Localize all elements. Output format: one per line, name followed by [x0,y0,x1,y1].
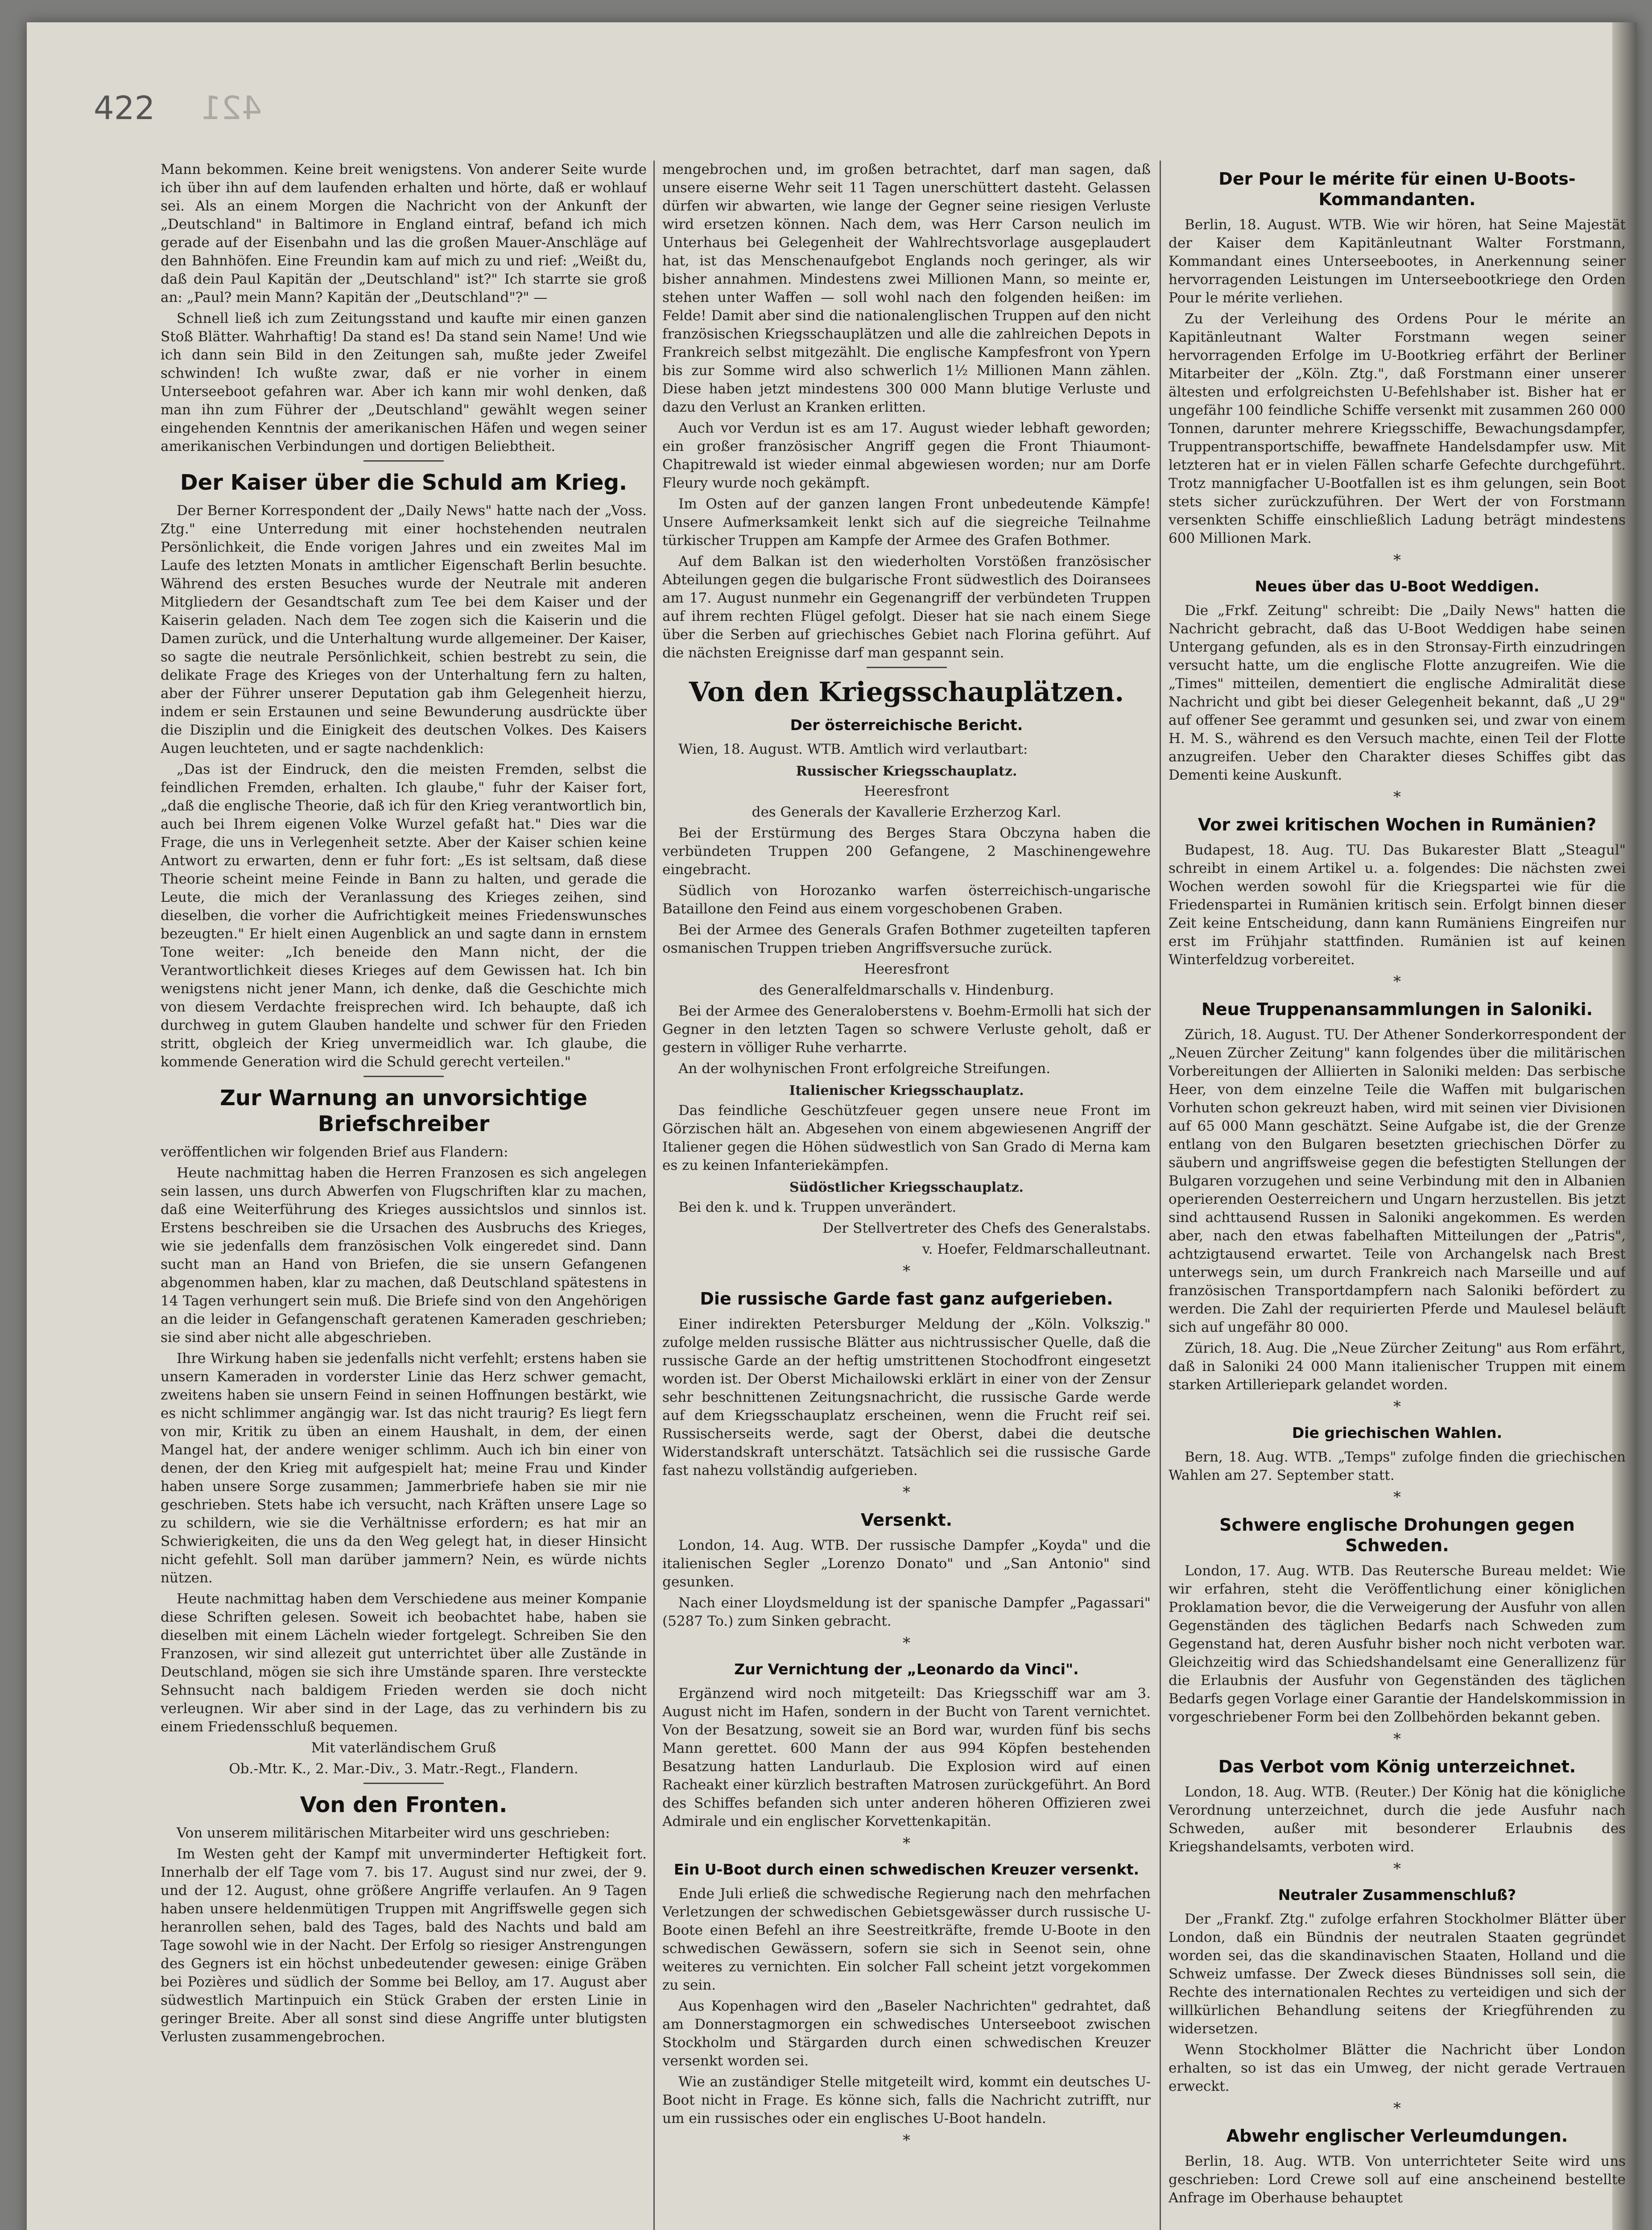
paragraph: Schnell ließ ich zum Zeitungsstand und kaufte mir einen ganzen Stoß Blätter. Wahrhaftig! Da stand es! Da stand sein Name! Und wie ich dann sein Bild in den Zeitungen sah, mußte jeder Zweifel schwinden! Ich wußte zwar, daß er nie vorher in einem Unterseeboot gefahren war. Aber ich kann mir wohl denken, daß man ihn zum Führer der „Deutschland" gewählt wegen seiner eingehenden Kenntnis der amerikanischen Häfen und wegen seiner amerikanischen Verbindungen und dortigen Beliebtheit. [161,310,647,454]
column-1 [161,161,647,2230]
paragraph: Auch vor Verdun ist es am 17. August wieder lebhaft geworden; ein großer französischer Angriff gegen die Front Thiaumont-Chapitrewald ist wieder einmal abgewiesen worden; nur am Dorfe Fleury wurde noch gekämpft. [662,420,1151,491]
star-divider: * [1393,973,1401,991]
letter-closing: Mit vaterländischem Gruß [311,1740,496,1756]
signature: Der Stellvertreter des Chefs des Generalstabs. [822,1220,1151,1236]
star-divider: * [1393,1860,1401,1878]
section-divider [363,1783,444,1784]
paragraph: Im Osten auf der ganzen langen Front unbedeutende Kämpfe! Unsere Aufmerksamkeit lenkt sich auf die siegreiche Teilnahme türkischer Truppen am Kampfe der Armee des Grafen Bothmer. [662,496,1151,549]
paragraph: Auf dem Balkan ist den wiederholten Vorstößen französischer Abteilungen gegen die bulgarische Front südwestlich des Doiransees am 17. August nunmehr ein Gegenangriff der verbündeten Truppen auf ihrem rechten Flügel gefolgt. Dieser hat sie nach einem Siege über die Serben auf griechisches Gebiet nach Florina geführt. Auf die nächsten Ereignisse darf man gespannt sein. [662,553,1151,661]
paragraph: Ihre Wirkung haben sie jedenfalls nicht verfehlt; erstens haben sie unsern Kameraden in vorderster Linie das Herz schwer gemacht, zweitens haben sie unsern Feind in seinen Hoffnungen bestärkt, wie es nicht schlimmer angängig war. Ist das nicht traurig? Es liegt fern von mir, Kritik zu üben an einem Haushalt, in dem, der einen Mangel hat, der andere weniger schlimm. Auch ich bin einer von denen, der den Krieg mit aufgespielt hat; meine Frau und Kinder haben unsere Sorge zusammen; Jammerbriefe haben sie mir nie geschrieben. Stets habe ich versucht, nach Kräften unsere Lage so zu schildern, wie sie die Verhältnisse erfordern; es hat mir an Schwierigkeiten, die uns da den Weg gelegt hat, in dieser Hinsicht nicht gefehlt. Soll man darüber jammern? Nein, es würde nichts nützen. [161,1350,647,1586]
paragraph: Wien, 18. August. WTB. Amtlich wird verlautbart: [678,741,1028,757]
headline-fronten: Von den Fronten. [300,1792,508,1817]
page-number: 422 [94,89,155,127]
paragraph: Das feindliche Geschützfeuer gegen unsere neue Front im Görzischen hält an. Abgesehen von einem abgewiesenen Angriff der Italiener gegen die Höhen südwestlich von San Grado di Merna kam es zu keinen Infanteriekämpfen. [662,1103,1151,1173]
paragraph: Der Berner Korrespondent der „Daily News" hatte nach der „Voss. Ztg." eine Unterredung mit einer hochstehenden neutralen Persönlichkeit, die Ende vorigen Jahres und ein zweites Mal im Laufe des letzten Monats in amtlicher Eigenschaft Berlin besuchte. Während des ersten Besuches wurde der Neutrale mit anderen Mitgliedern der Gesandtschaft zum Tee bei dem Kaiser und der Kaiserin geladen. Nach dem Tee zogen sich die Kaiserin und die Damen zurück, und die Unterhaltung wurde allgemeiner. Der Kaiser, so sagte die neutrale Persönlichkeit, schien bestrebt zu sein, die delikate Frage des Krieges von der Unterhaltung fern zu halten, aber der Führer unserer Deputation gab ihm Gelegenheit hierzu, indem er sein Erstaunen und seine Bewunderung ausdrückte über die Disziplin und die Einigkeit des deutschen Volkes. Des Kaisers Augen leuchteten, und er sagte nachdenklich: [161,503,647,756]
paragraph: London, 17. Aug. WTB. Das Reutersche Bureau meldet: Wie wir erfahren, steht die Veröffentlichung einer königlichen Proklamation bevor, die die Verweigerung der Ausfuhr von allen Gegenständen des täglichen Bedarfs nach Schweden zum Gegenstand hat, deren Ausfuhr bisher noch nicht verboten war. Gleichzeitig wird das Schiedshandelsamt eine Generallizenz für die Erlaubnis der Ausfuhr von Gegenständen des täglichen Bedarfs gegen Vorlage einer Garantie der Handelskommission in vorgeschriebener Form bei den Zollbehörden bekannt geben. [1169,1563,1626,1725]
star-divider: * [1393,1488,1401,1506]
star-divider: * [903,1834,910,1852]
section-divider [867,667,947,668]
paragraph: Heute nachmittag haben die Herren Franzosen es sich angelegen sein lassen, uns durch Abwerfen von Flugschriften klar zu machen, daß eine Weiterführung des Krieges aussichtslos und sinnlos ist. Erstens beschreiben sie die Ursachen des Ausbruchs des Krieges, wie sie jedenfalls dem französischen Volk eingeredet sind. Dann sucht man an Hand von Briefen, die sie unsern Gefangenen abgenommen haben, klar zu machen, daß Deutschland spätestens in 14 Tagen verhungert sein muß. Die Briefe sind von den Angehörigen an die leider in Gefangenschaft geratenen Kameraden geschrieben; sie sind aber nicht alle abgeschrieben. [161,1165,647,1346]
paragraph: Ergänzend wird noch mitgeteilt: Das Kriegsschiff war am 3. August nicht im Hafen, sondern in der Bucht von Tarent vernichtet. Von der Besatzung, soweit sie an Bord war, wurden fünf bis sechs Mann gerettet. 600 Mann der aus 994 Köpfen bestehenden Besatzung hatten Landurlaub. Die Explosion wird auf einen Racheakt einer kürzlich bestraften Matrosen zurückgeführt. An Bord des Schiffes befanden sich unter anderen höheren Offizieren zwei Admirale und ein englischer Korvettenkapitän. [662,1685,1151,1829]
headline-schweden: Schwere englische Drohungen gegen Schweden. [1219,1515,1575,1555]
paragraph: Berlin, 18. Aug. WTB. Von unterrichteter Seite wird uns geschrieben: Lord Crewe soll auf eine anscheinend bestellte Anfrage im Oberhause behauptet [1169,2153,1626,2206]
paragraph: Bei den k. und k. Truppen unverändert. [678,1199,957,1215]
section-label: Heeresfront [864,783,949,799]
column-rule [1160,161,1161,2230]
headline-weddigen: Neues über das U-Boot Weddigen. [1255,578,1540,595]
star-divider: * [1393,788,1401,806]
section-label: des Generalfeldmarschalls v. Hindenburg. [759,982,1054,998]
star-divider: * [903,1483,910,1501]
paragraph: Wenn Stockholmer Blätter die Nachricht über London erhalten, so ist das ein Umweg, der nicht gerade Vertrauen erweckt. [1169,2042,1626,2094]
paragraph: London, 14. Aug. WTB. Der russische Dampfer „Koyda" und die italienischen Segler „Lorenzo Donato" und „San Antonio" sind gesunken. [662,1537,1151,1590]
column-rule [653,161,655,2230]
paragraph: Zu der Verleihung des Ordens Pour le mérite an Kapitänleutnant Walter Forstmann wegen seiner hervorragenden Erfolge im U-Bootkrieg erfährt der Berliner Mitarbeiter der „Köln. Ztg.", daß Forstmann einer unserer ältesten und erfolgreichsten U-Befehlshaber ist. Bisher hat er ungefähr 100 feindliche Schiffe versenkt mit zusammen 260 000 Tonnen, darunter mehrere Kriegsschiffe, Bewachungsdampfer, Truppentransportschiffe, bewaffnete Handelsdampfer usw. Mit letzteren hat er in vielen Fällen scharfe Gefechte durchgeführt. Trotz mannigfacher U-Bootfallen ist es ihm gelungen, sein Boot stets sicher zurückzuführen. Der Wert der von Forstmann versenkten Schiffe einschließlich Ladung beträgt mindestens 600 Millionen Mark. [1169,311,1626,546]
paragraph: Nach einer Lloydsmeldung ist der spanische Dampfer „Pagassari" (5287 To.) zum Sinken gebracht. [662,1595,1151,1629]
paragraph: Budapest, 18. Aug. TU. Das Bukarester Blatt „Steagul" schreibt in einem Artikel u. a. folgendes: Die nächsten zwei Wochen werden sowohl für die Kriegspartei wie für die Friedenspartei in Rumänien kritisch sein. Erfolgt binnen dieser Zeit keine Entscheidung, dann kann Rumäniens Eingreifen nur erst im Frühjahr stattfinden. Rumänien ist auf keinen Winterfeldzug vorbereitet. [1169,842,1626,968]
headline-wahlen: Die griechischen Wahlen. [1292,1424,1503,1441]
section-label: Südöstlicher Kriegsschauplatz. [789,1180,1024,1195]
section-label: des Generals der Kavallerie Erzherzog Karl. [752,804,1061,820]
paragraph: Aus Kopenhagen wird den „Baseler Nachrichten" gedrahtet, daß am Donnerstagmorgen ein schwedisches Unterseeboot zwischen Stockholm und Stärgarden durch einen schwedischen Kreuzer versenkt worden sei. [662,1998,1151,2069]
signature: v. Hoefer, Feldmarschalleutnant. [922,1241,1151,1257]
section-label: Heeresfront [864,961,949,977]
newspaper-page [27,22,1637,2230]
paragraph: Bern, 18. Aug. WTB. „Temps" zufolge finden die griechischen Wahlen am 27. September statt. [1169,1449,1626,1483]
paragraph: Zürich, 18. August. TU. Der Athener Sonderkorrespondent der „Neuen Zürcher Zeitung" kann folgendes über die militärischen Vorbereitungen der Alliierten in Saloniki melden: Das serbische Heer, von dem einzelne Teile die Waffen mit bulgarischen Vorhuten schon gekreuzt haben, wird mit seinen vier Divisionen auf 65 000 Mann geschätzt. Seine Aufgabe ist, die der Grenze entlang von den Bulgaren besetzten griechischen Dörfer zu säubern und angriffsweise gegen die befestigten Stellungen der Bulgaren vorzugehen und seine Verbindung mit den in Albanien operierenden Oesterreichern und Ungarn herzustellen. Bis jetzt sind achttausend Russen in Saloniki angekommen. Es werden aber, nach den etwas fabelhaften Mitteilungen der „Patris", achtzigtausend erwartet. Teile von Archangelsk nach Brest unterwegs sein, um durch Frankreich nach Marseille und auf französischen Transportdampfern nach Saloniki befördert zu werden. Die Zahl der requirierten Pferde und Maulesel beläuft sich auf ungefähr 80 000. [1169,1027,1626,1335]
headline-warnung: Zur Warnung an unvorsichtige Briefschreiber [220,1086,587,1136]
headline-pour-le-merite: Der Pour le mérite für einen U-Boots-Kommandanten. [1218,169,1576,209]
headline-saloniki: Neue Truppenansammlungen in Saloniki. [1201,999,1593,1019]
paragraph: Die „Frkf. Zeitung" schreibt: Die „Daily News" hatten die Nachricht gebracht, daß das U-Boot Weddigen habe seinen Untergang gefunden, als es in den Stronsay-Firth einzudringen versucht hatte, um die englische Flotte anzugreifen. Wie die „Times" mitteilen, dementiert die englische Admiralität diese Nachricht und gibt bei dieser Gelegenheit bekannt, daß „U 29" auf offener See gerammt und gesunken sei, und zwar von einem H. M. S., während es den Versuch machte, einen Teil der Flotte anzugreifen. Ueber den Charakter dieses Schiffes gibt das Dementi keine Auskunft. [1169,603,1626,783]
star-divider: * [1393,551,1401,569]
star-divider: * [1393,1398,1401,1416]
headline-vinci: Zur Vernichtung der „Leonardo da Vinci". [734,1660,1079,1678]
section-label: Russischer Kriegsschauplatz. [796,764,1017,779]
column-3 [1169,161,1626,2230]
paragraph: Bei der Armee des Generals Grafen Bothmer zugeteilten tapferen osmanischen Truppen trieben Angriffsversuche zurück. [662,922,1151,956]
paragraph: Bei der Armee des Generaloberstens v. Boehm-Ermolli hat sich der Gegner in den letzten Tagen so schwere Verluste geholt, daß er gestern in völliger Ruhe verharrte. [662,1003,1151,1056]
paragraph: Berlin, 18. August. WTB. Wie wir hören, hat Seine Majestät der Kaiser dem Kapitänleutnant Walter Forstmann, Kommandant eines Unterseebootes, in Anerkennung seiner hervorragenden Leistungen im Unterseebootkriege den Orden Pour le mérite verliehen. [1169,217,1626,306]
paragraph: Einer indirekten Petersburger Meldung der „Köln. Volkszig." zufolge melden russische Blätter aus nichtrussischer Quelle, daß die russische Garde an der heftig umstrittenen Stochodfront eingesetzt worden ist. Der Oberst Michailowski erklärt in einer von der Zensur sehr beschnittenen Zeitungsnachricht, die russische Garde werde auf dem Kriegsschauplatz erscheinen, wenn die Frucht reif sei. Russischerseits werde, sagt der Oberst, dabei die deutsche Widerstandskraft unterschätzt. Tatsächlich sei die russische Garde fast nahezu vollständig aufgerieben. [662,1316,1151,1478]
paragraph: „Das ist der Eindruck, den die meisten Fremden, selbst die feindlichen Fremden, erhalten. Ich glaube," fuhr der Kaiser fort, „daß die englische Theorie, daß ich für den Krieg verantwortlich bin, auch bei Ihrem eigenen Volke Wurzel gefaßt hat." Dies war die Frage, die uns in Verlegenheit setzte. Aber der Kaiser schien keine Antwort zu erwarten, denn er fuhr fort: „Es ist seltsam, daß diese Theorie scheint meine Feinde in Bann zu halten, und gerade die Leute, die mich der Veranlassung des Krieges zeihen, sind dieselben, die vorher die Aufrichtigkeit meines Friedenswunsches bezeugten." Er hielt einen Augenblick an und sagte dann in ernstem Tone weiter: „Ich beneide den Mann nicht, der die Verantwortlichkeit dieses Krieges auf dem Gewissen hat. Ich bin wenigstens nicht jener Mann, ich denke, daß die Geschichte mich von diesem Verdachte freisprechen wird. Ich behaupte, daß ich durchweg in gutem Glauben handelte und schwer für den Frieden stritt, obgleich der Krieg unvermeidlich war. Ich glaube, die kommende Generation wird die Schuld gerecht verteilen." [161,761,647,1070]
paragraph: Zürich, 18. Aug. Die „Neue Zürcher Zeitung" aus Rom erfährt, daß in Saloniki 24 000 Mann italienischer Truppen mit einem starken Artilleriepark gelandet worden. [1169,1340,1626,1393]
section-divider [363,460,444,462]
headline-rumaenien: Vor zwei kritischen Wochen in Rumänien? [1198,815,1597,834]
paragraph: Südlich von Horozanko warfen österreichisch-ungarische Bataillone den Feind aus einem vorgeschobenen Graben. [662,883,1151,917]
paragraph: Ende Juli erließ die schwedische Regierung nach den mehrfachen Verletzungen der schwedischen Gebietsgewässer durch russische U-Boote einen Befehl an ihre Seestreitkräfte, fremde U-Boote in den schwedischen Gewässern, sofern sie sich in Seenot sein, ohne weiteres zu vernichten. Ein solcher Fall scheint jetzt vorgekommen zu sein. [662,1886,1151,1993]
letter-signature: Ob.-Mtr. K., 2. Mar.-Div., 3. Matr.-Regt., Flandern. [229,1761,578,1777]
star-divider: * [1393,2099,1401,2117]
section-label: Italienischer Kriegsschauplatz. [789,1083,1024,1098]
headline-versenkt: Versenkt. [860,1510,953,1530]
section-divider [363,1076,444,1077]
paragraph: veröffentlichen wir folgenden Brief aus Flandern: [161,1144,508,1160]
star-divider: * [903,1634,910,1652]
paragraph: Mann bekommen. Keine breit wenigstens. Von anderer Seite wurde ich über ihn auf dem laufenden erhalten und hörte, daß er wohlauf sei. Als an einem Morgen die Nachricht von der Ankunft der „Deutschland" in Baltimore in England eintraf, befand ich mich gerade auf der Eisenbahn und las die großen Mauer-Anschläge auf den Bahnhöfen. Eine Freundin kam auf mich zu und rief: „Weißt du, daß dein Paul Kapitän der „Deutschland" ist?" Ich starrte sie groß an: „Paul? mein Mann? Kapitän der „Deutschland"?" — [161,161,647,306]
headline-abwehr: Abwehr englischer Verleumdungen. [1226,2126,1568,2146]
paragraph: Bei der Erstürmung des Berges Stara Obczyna haben die verbündeten Truppen 200 Gefangene, 2 Maschinengewehre eingebracht. [662,825,1151,878]
headline-verbot: Das Verbot vom König unterzeichnet. [1218,1757,1576,1776]
subheadline-oesterr-bericht: Der österreichische Bericht. [790,716,1023,734]
star-divider: * [1393,1730,1401,1748]
headline-garde: Die russische Garde fast ganz aufgerieben. [700,1289,1113,1309]
paragraph: Heute nachmittag haben dem Verschiedene aus meiner Kompanie diese Schriften gelesen. Soweit ich beobachtet habe, haben sie dieselben mit einem Lächeln wieder fortgelegt. Schreiben Sie den Franzosen, wir sind allezeit gut unterrichtet über alle Zustände in Deutschland, mögen sie sich ihre Umstände sparen. Ihre versteckte Sehnsucht nach baldigem Frieden werden sie doch nicht verleugnen. Wir aber sind in der Lage, das zu verhindern bis zu einem Friedensschluß bequemen. [161,1591,647,1735]
bleed-through-page-number: 421 [201,89,262,127]
headline-neutral: Neutraler Zusammenschluß? [1278,1886,1516,1904]
paragraph: Im Westen geht der Kampf mit unverminderter Heftigkeit fort. Innerhalb der elf Tage vom 7. bis 17. August sind nur zwei, der 9. und der 12. August, ohne größere Angriffe verlaufen. An 9 Tagen haben unsere heldenmütigen Truppen mit Angriffswelle gegen sich heranrollen sehen, bald des Tages, bald des Nachts und bald am Tage sowohl wie in der Nacht. Der Erfolg so riesiger Anstrengungen des Gegners ist ein höchst unbedeutender gewesen: einige Gräben bei Pozières und südlich der Somme bei Belloy, am 17. August aber südwestlich Martinpuich ein Stück Graben der ersten Linie in geringer Breite. Aber all sonst sind diese Angriffe unter blutigsten Verlusten zusammengebrochen. [161,1846,647,2045]
headline-kaiser: Der Kaiser über die Schuld am Krieg. [180,470,628,495]
column-2 [662,161,1151,2230]
headline-kriegsschauplaetze: Von den Kriegsschauplätzen. [689,677,1124,708]
headline-uboot-schweden: Ein U-Boot durch einen schwedischen Kreuzer versenkt. [673,1861,1140,1878]
paragraph: London, 18. Aug. WTB. (Reuter.) Der König hat die königliche Verordnung unterzeichnet, durch die jede Ausfuhr nach Schweden, außer mit besonderer Erlaubnis des Kriegshandelsamts, verboten wird. [1169,1784,1626,1855]
paragraph: An der wolhynischen Front erfolgreiche Streifungen. [678,1061,1051,1077]
paragraph: Der „Frankf. Ztg." zufolge erfahren Stockholmer Blätter über London, daß ein Bündnis der neutralen Staaten gegründet worden sei, das die skandinavischen Staaten, Holland und die Schweiz umfasse. Der Zweck dieses Bündnisses soll sein, die Rechte des internationalen Rechtes zu verteidigen und sich der willkürlichen Behandlung seitens der Kriegführenden zu widersetzen. [1169,1911,1626,2037]
paragraph: mengebrochen und, im großen betrachtet, darf man sagen, daß unsere eiserne Wehr seit 11 Tagen unerschüttert dasteht. Gelassen dürfen wir abwarten, wie lange der Gegner seine riesigen Verluste wird ersetzen können. Nach dem, was Herr Carson neulich im Unterhaus bei Gelegenheit der Wahlrechtsvorlage ausgeplaudert hat, ist das Menschenaufgebot Englands noch geringer, als wir bisher annahmen. Mindestens zwei Millionen Mann, so meinte er, stehen unter Waffen — soll wohl nach den folgenden heißen: im Felde! Damit aber sind die nationalenglischen Truppen auf den nicht französischen Kriegsschauplätzen und alle die zahlreichen Depots in Frankreich selbst mitgezählt. Die englische Kampfesfront von Ypern bis zur Somme wird also schwerlich 1½ Millionen Mann zählen. Diese haben jetzt mindestens 300 000 Mann blutige Verluste und dazu den Verlust an Kranken erlitten. [662,161,1151,415]
star-divider: * [903,1262,910,1280]
paragraph: Von unserem militärischen Mitarbeiter wird uns geschrieben: [177,1825,610,1841]
star-divider: * [903,2131,910,2149]
paragraph: Wie an zuständiger Stelle mitgeteilt wird, kommt ein deutsches U-Boot nicht in Frage. Es könne sich, falls die Nachricht zutrifft, nur um ein russisches oder ein englisches U-Boot handeln. [662,2074,1151,2127]
